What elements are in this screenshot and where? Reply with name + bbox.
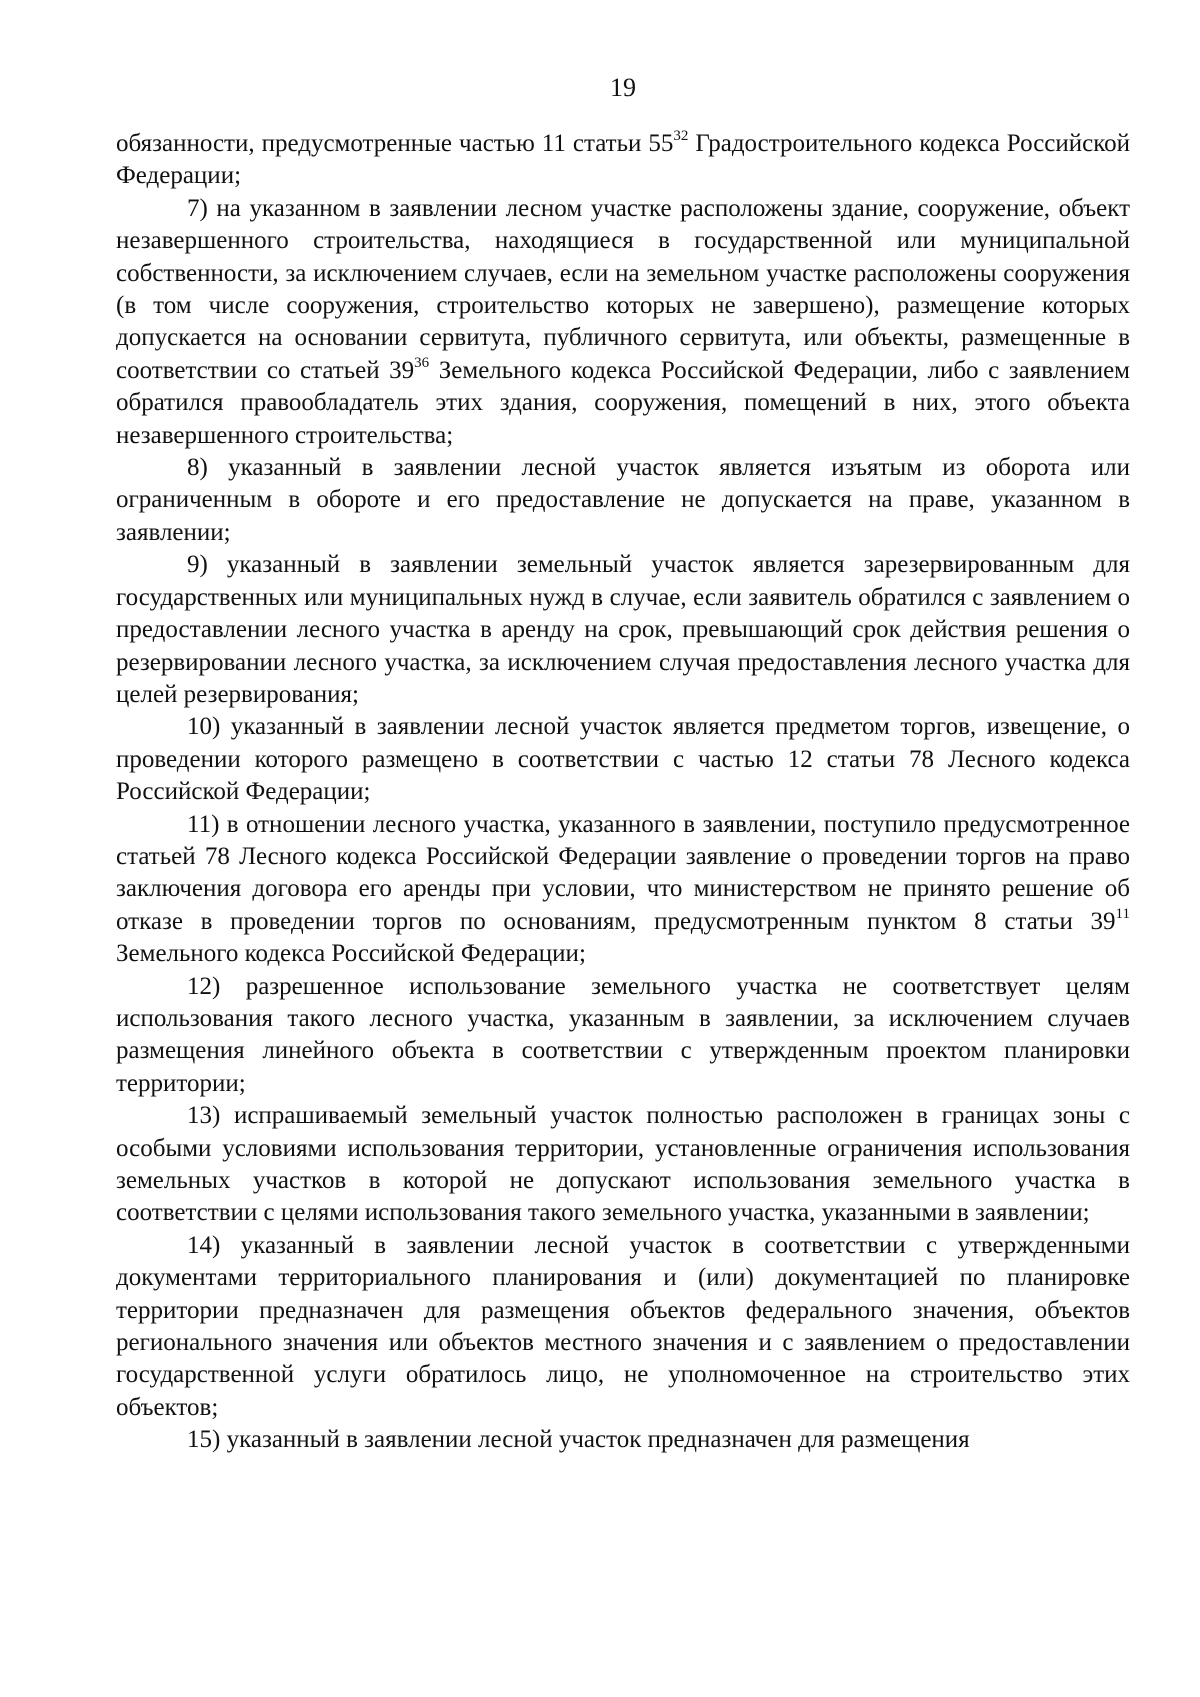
paragraph bbox=[116, 193, 1130, 452]
paragraph bbox=[116, 452, 1130, 549]
paragraph-text: Градостроительного кодекса Российской Федерации; bbox=[116, 130, 1130, 190]
paragraph-text: 11) в отношении лесного участка, указанного в заявлении, поступило предусмотренное статьей 78 Лесного кодекса Российской Федерации заявление о проведении торгов на право заключения договора его аренды при условии, что министерством не принято решение об отказе в проведении торгов по основаниям, предусмотренным пунктом 8 статьи 39 bbox=[116, 810, 1130, 935]
paragraph-text: 12) разрешенное использование земельного участка не соответствует целям использования такого лесного участка, указанным в заявлении, за исключением случаев размещения линейного объекта в соответствии с утвержденным проектом планировки территории; bbox=[116, 972, 1130, 1097]
paragraph bbox=[116, 1100, 1130, 1230]
paragraph bbox=[116, 128, 1130, 193]
paragraph bbox=[116, 809, 1130, 971]
paragraph-text: 10) указанный в заявлении лесной участок является предметом торгов, извещение, о проведении которого размещено в соответствии с частью 12 статьи 78 Лесного кодекса Российской Федерации; bbox=[116, 713, 1130, 806]
document-page bbox=[116, 72, 1130, 1457]
document-body bbox=[116, 128, 1130, 1457]
paragraph-text: Земельного кодекса Российской Федерации, либо с заявлением обратился правообладатель этих здания, сооружения, помещений в них, этого объекта незавершенного строительства; bbox=[116, 356, 1130, 449]
paragraph-text: Земельного кодекса Российской Федерации; bbox=[116, 940, 586, 968]
paragraph-text: 7) на указанном в заявлении лесном участке расположены здание, сооружение, объект незавершенного строительства, находящиеся в государственной или муниципальной собственности, за исключением случаев, если на земельном участке расположены сооружения (в том числе сооружения, строительство которых не завершено), размещение которых допускается на основании сервитута, публичного сервитута, или объекты, размещенные в соответствии со статьей 39 bbox=[116, 194, 1130, 384]
paragraph-text: 9) указанный в заявлении земельный участок является зарезервированным для государственных или муниципальных нужд в случае, если заявитель обратился с заявлением о предоставлении лесного участка в аренду на срок, превышающий срок действия решения о резервировании лесного участка, за исключением случая предоставления лесного участка для целей резервирования; bbox=[116, 551, 1130, 708]
superscript-article-number: 11 bbox=[1115, 905, 1130, 922]
superscript-article-number: 32 bbox=[673, 128, 689, 144]
paragraph-text: обязанности, предусмотренные частью 11 статьи 55 bbox=[116, 130, 674, 157]
paragraph bbox=[116, 711, 1130, 808]
paragraph bbox=[116, 1230, 1130, 1424]
paragraph bbox=[116, 971, 1130, 1101]
paragraph bbox=[116, 549, 1130, 711]
superscript-article-number: 36 bbox=[414, 354, 430, 371]
paragraph-text: 13) испрашиваемый земельный участок полностью расположен в границах зоны с особыми условиями использования территории, установленные ограничения использования земельных участков в которой не допускают использования земельного участка в соответствии с целями использования такого земельного участка, указанными в заявлении; bbox=[116, 1102, 1130, 1227]
paragraph-text: 14) указанный в заявлении лесной участок в соответствии с утвержденными документами территориального планирования и (или) документацией по планировке территории предназначен для размещения объектов федерального значения, объектов регионального значения или объектов местного значения и с заявлением о предоставлении государственной услуги обратилось лицо, не уполномоченное на строительство этих объектов; bbox=[116, 1231, 1130, 1421]
page-number: 19 bbox=[610, 73, 636, 102]
paragraph-text: 15) указанный в заявлении лесной участок предназначен для размещения bbox=[187, 1426, 970, 1454]
paragraph bbox=[116, 1424, 1130, 1456]
paragraph-text: 8) указанный в заявлении лесной участок является изъятым из оборота или ограниченным в обороте и его предоставление не допускается на праве, указанном в заявлении; bbox=[116, 454, 1130, 546]
